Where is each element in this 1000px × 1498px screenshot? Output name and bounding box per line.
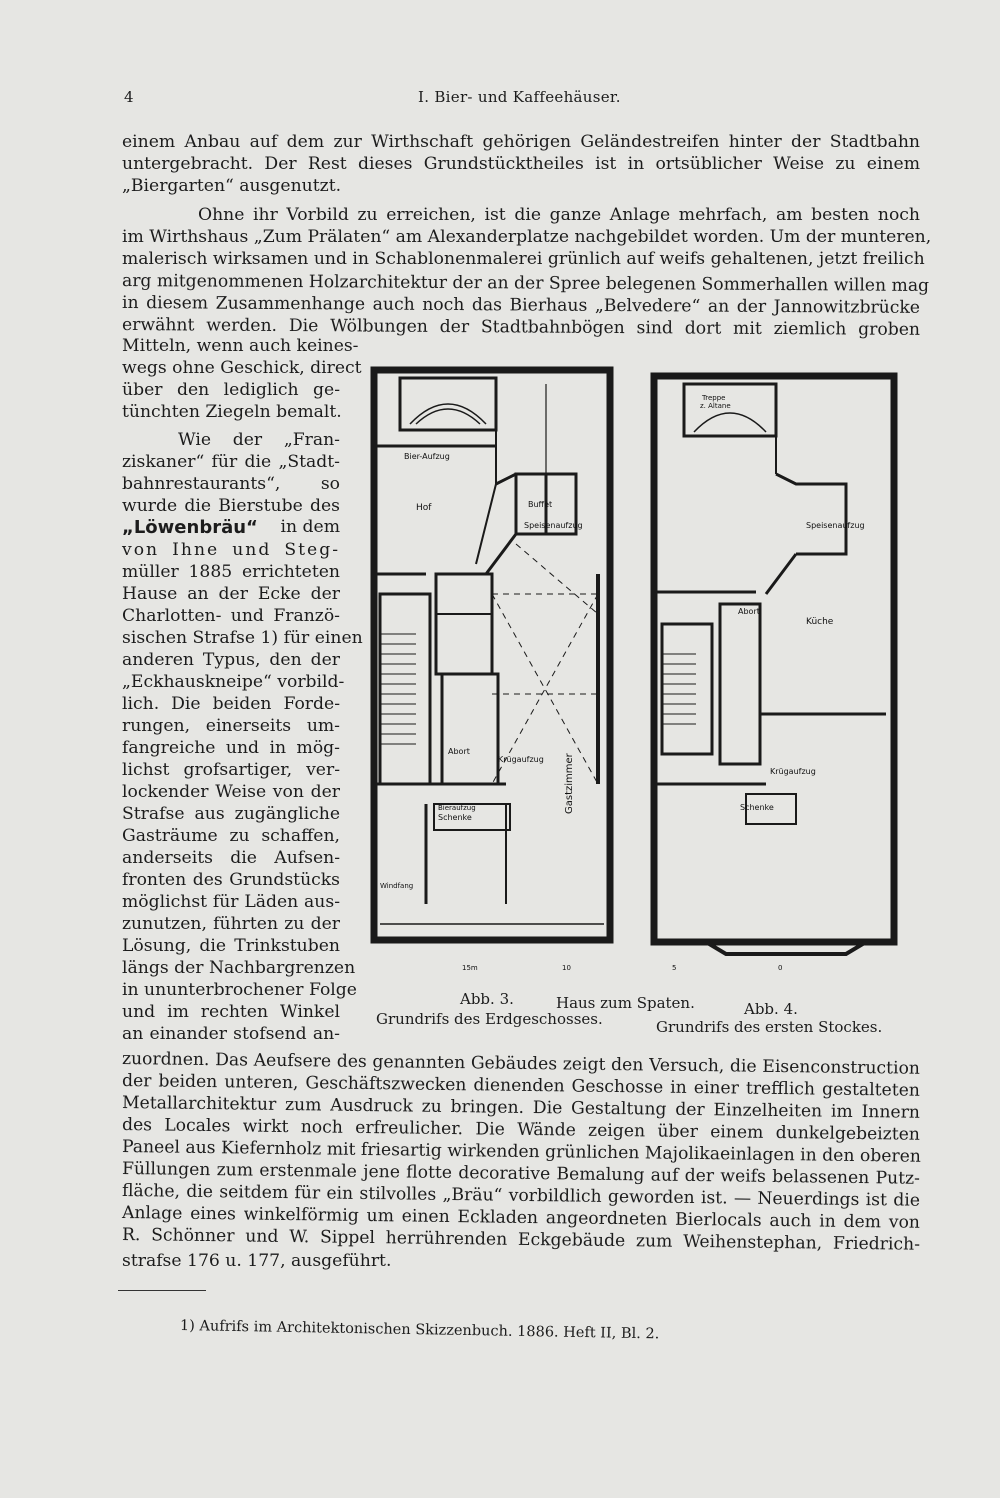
text-line: in diesem Zusammenhange auch noch das Bierhaus „Belvedere“ an der Jannowitzbrücke <box>121 293 921 318</box>
column-line: von Ihne und Steg- <box>122 540 340 560</box>
column-line: anderen Typus, den der <box>122 650 340 670</box>
caption-abb4: Abb. 4. <box>744 1000 798 1018</box>
text-line: Paneel aus Kiefernholz mit friesartig wirkenden grünlichen Majolikaeinlagen in den oberen <box>121 1137 922 1167</box>
label-speisenaufzug-left: Speisenaufzug <box>524 521 583 530</box>
caption-right: Grundrifs des ersten Stockes. <box>656 1018 883 1036</box>
scale-tick-10: 10 <box>562 964 571 972</box>
column-line: müller 1885 errichteten <box>122 562 340 582</box>
scale-tick-0: 0 <box>778 964 783 972</box>
column-line: „Eckhauskneipe“ vorbild- <box>122 672 345 692</box>
column-line: wegs ohne Geschick, direct <box>122 358 362 378</box>
column-line: Strafse aus zugängliche <box>122 804 340 824</box>
column-line: rungen, einerseits um- <box>122 716 340 736</box>
column-line: lichst grofsartiger, ver- <box>122 760 340 780</box>
column-line: Gasträume zu schaffen, <box>122 826 340 846</box>
column-line: anderseits die Aufsen- <box>122 848 340 868</box>
scale-unit: 15m <box>462 964 478 972</box>
column-line: möglichst für Läden aus- <box>122 892 340 912</box>
floor-plans-drawing <box>366 364 906 974</box>
text-line: Füllungen zum erstenmale jene flotte decorative Bemalung auf der weifs belassenen Putz- <box>121 1159 921 1189</box>
text-line: im Wirthshaus „Zum Prälaten“ am Alexanderplatze nachgebildet worden. Um der munteren, <box>122 227 932 247</box>
footnote-rule <box>118 1290 206 1291</box>
loewenbraeu-name: „Löwenbräu“ <box>122 517 258 538</box>
column-line: lich. Die beiden Forde- <box>122 694 340 714</box>
column-line: sischen Strafse 1) für einen <box>122 628 363 648</box>
text-line: „Biergarten“ ausgenutzt. <box>122 176 342 196</box>
label-schenke-left: Schenke <box>438 813 472 822</box>
column-line: in ununterbrochener Folge <box>122 980 357 1000</box>
label-treppe: Treppe <box>702 394 726 402</box>
text-line: R. Schönner und W. Sippel herrührenden Eckgebäude zum Weihenstephan, Friedrich- <box>121 1225 921 1255</box>
column-line: tünchten Ziegeln bemalt. <box>122 402 342 422</box>
text-line: strafse 176 u. 177, ausgeführt. <box>122 1251 392 1271</box>
caption-title: Haus zum Spaten. <box>556 994 695 1012</box>
label-kueche: Küche <box>806 617 834 627</box>
label-hof: Hof <box>416 503 432 513</box>
label-bier-aufzug: Bier-Aufzug <box>404 452 450 461</box>
column-line: längs der Nachbargrenzen <box>122 958 356 978</box>
column-line: fangreiche und in mög- <box>122 738 340 758</box>
text-line: malerisch wirksamen und in Schablonenmalerei grünlich auf weifs gehaltenen, jetzt freilich <box>122 249 925 269</box>
scale-tick-5: 5 <box>672 964 677 972</box>
label-speisenaufzug-right: Speisenaufzug <box>806 521 865 530</box>
page-number: 4 <box>124 88 134 106</box>
label-bieraufzug: Bieraufzug <box>438 804 476 812</box>
text-line: untergebracht. Der Rest dieses Grundstücktheiles ist in ortsüblicher Weise zu einem <box>122 154 920 174</box>
label-kruegaufzug-right: Krügaufzug <box>770 767 816 776</box>
column-line: und im rechten Winkel <box>122 1002 340 1022</box>
text-line: Metallarchitektur zum Ausdruck zu bringen. Die Gestaltung der Einzelheiten im Innern <box>121 1093 921 1123</box>
column-line: ziskaner“ für die „Stadt- <box>122 452 340 472</box>
column-line: Lösung, die Trinkstuben <box>122 936 340 956</box>
text-line: einem Anbau auf dem zur Wirthschaft gehörigen Geländestreifen hinter der Stadtbahn <box>122 132 920 152</box>
column-line: zunutzen, führten zu der <box>122 914 340 934</box>
text-line: fläche, die seitdem für ein stilvolles „Bräu“ vorbildlich geworden ist. — Neuerdings ist die <box>121 1181 921 1211</box>
text-line: zuordnen. Das Aeufsere des genannten Gebäudes zeigt den Versuch, die Eisenconstruction <box>121 1049 921 1079</box>
footnote: 1) Aufrifs im Architektonischen Skizzenbuch. 1886. Heft II, Bl. 2. <box>179 1318 660 1343</box>
label-altane: z. Altane <box>700 402 731 410</box>
column-line: an einander stofsend an- <box>122 1024 340 1044</box>
label-abort-right: Abort <box>738 607 760 616</box>
column-line: über den lediglich ge- <box>122 380 340 400</box>
column-line: fronten des Grundstücks <box>122 870 340 890</box>
label-gastzimmer: Gastzimmer <box>564 753 575 814</box>
label-buffet: Buffet <box>528 500 553 509</box>
right-plan-outline <box>654 376 894 942</box>
text-line: der beiden unteren, Geschäftszwecken dienenden Geschosse in einer trefflich gestalteten <box>121 1071 921 1101</box>
label-abort-left: Abort <box>448 747 470 756</box>
text-line: erwähnt werden. Die Wölbungen der Stadtbahnbögen sind dort mit ziemlich groben <box>121 315 921 340</box>
column-line: Wie der „Fran- <box>178 430 340 450</box>
running-title: I. Bier- und Kaffeehäuser. <box>418 88 621 106</box>
column-line <box>122 517 340 539</box>
column-line: wurde die Bierstube des <box>122 496 340 516</box>
label-windfang: Windfang <box>380 882 414 890</box>
column-line: Charlotten- und Franzö- <box>122 606 340 626</box>
text-line: arg mitgenommenen Holzarchitektur der an der Spree belegenen Sommerhallen willen mag <box>121 271 930 296</box>
text-line: Anlage eines winkelförmig um einen Eckladen angeordneten Bierlocals auch in dem von <box>121 1203 921 1233</box>
column-line: Hause an der Ecke der <box>122 584 340 604</box>
column-line: Mitteln, wenn auch keines- <box>122 336 359 356</box>
floor-plans-figure <box>366 364 906 974</box>
caption-left: Grundrifs des Erdgeschosses. <box>376 1010 603 1028</box>
text-line: des Locales wirkt noch erfreulicher. Die Wände zeigen über einem dunkelgebeizten <box>121 1115 921 1145</box>
column-line: bahnrestaurants“, so <box>122 474 340 494</box>
text-line: Ohne ihr Vorbild zu erreichen, ist die ganze Anlage mehrfach, am besten noch <box>198 205 920 225</box>
caption-abb3: Abb. 3. <box>460 990 514 1008</box>
label-kruegaufzug-left: Krügaufzug <box>498 755 544 764</box>
column-line-tail: in dem <box>280 517 340 537</box>
column-line: lockender Weise von der <box>122 782 340 802</box>
label-schenke-right: Schenke <box>740 803 774 812</box>
